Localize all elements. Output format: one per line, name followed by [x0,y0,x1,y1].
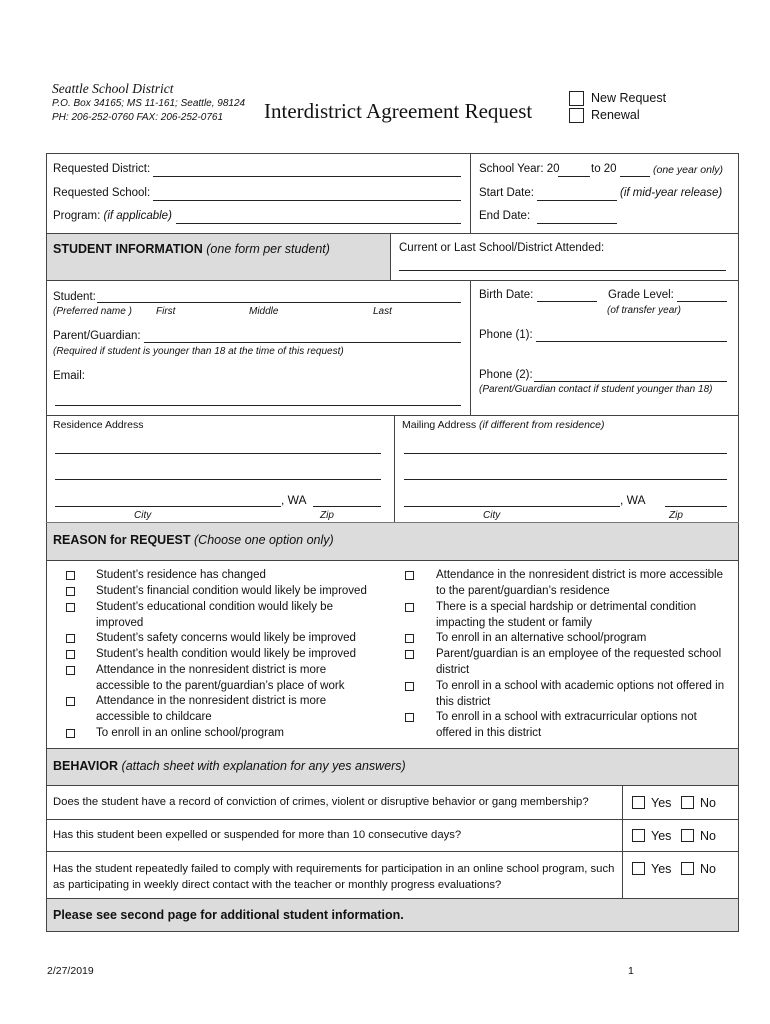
phone1-label: Phone (1): [479,329,533,341]
q2-yes-label: Yes [651,829,672,843]
birth-date-field[interactable] [537,301,597,302]
student-info-heading: STUDENT INFORMATION (one form per student) [53,242,330,256]
residence-line1-field[interactable] [55,453,381,454]
residence-wa-label: , WA [281,493,307,507]
requested-school-label: Requested School: [53,187,151,199]
current-school-label: Current or Last School/District Attended: [399,242,605,254]
reason-option: To enroll in an alternative school/program [436,632,647,644]
grade-level-field[interactable] [677,301,727,302]
phone1-field[interactable] [536,341,727,342]
reason-option: Parent/guardian is an employee of the requested school district [436,648,722,676]
phone2-note: (Parent/Guardian contact if student younger than 18) [479,384,713,395]
start-date-label: Start Date: [479,187,534,199]
reason-heading: REASON for REQUEST (Choose one option only) [53,533,334,547]
email-field[interactable] [55,405,461,406]
mailing-zip-label: Zip [669,510,683,521]
q3-yes-checkbox[interactable] [632,862,645,875]
grade-level-label: Grade Level: [608,289,674,301]
row-divider [46,415,739,416]
reason-option: Attendance in the nonresident district is more accessible to the parent/guardian’s place of work [96,664,345,692]
student-label: Student: [53,291,96,303]
requested-district-field[interactable] [153,176,461,177]
reason-option: There is a special hardship or detrimental condition impacting the student or family [436,601,697,629]
q3-no-label: No [700,862,716,876]
org-phone-fax: PH: 206-252-0760 FAX: 206-252-0761 [52,112,224,123]
row-divider [46,819,739,820]
reason-checkbox[interactable] [405,682,414,691]
parent-label: Parent/Guardian: [53,330,141,342]
q3-no-checkbox[interactable] [681,862,694,875]
reason-checkbox[interactable] [405,634,414,643]
row-divider [46,280,739,281]
reason-checkbox[interactable] [66,697,75,706]
reason-option: Student’s educational condition would likely be improved [96,601,333,629]
first-name-label: First [156,306,176,317]
reason-checkbox[interactable] [405,713,414,722]
reason-checkbox[interactable] [66,603,75,612]
reason-checkbox[interactable] [405,571,414,580]
behavior-heading: BEHAVIOR (attach sheet with explanation for any yes answers) [53,759,406,773]
q2-yes-checkbox[interactable] [632,829,645,842]
requested-district-label: Requested District: [53,163,151,175]
birth-date-label: Birth Date: [479,289,534,301]
mailing-line2-field[interactable] [404,479,727,480]
mailing-label: Mailing Address (if different from residence) [402,419,605,431]
row-divider [46,785,739,786]
current-school-field[interactable] [399,270,726,271]
mailing-line1-field[interactable] [404,453,727,454]
program-field[interactable] [176,223,461,224]
reason-checkbox[interactable] [66,587,75,596]
renewal-label: Renewal [591,108,640,122]
phone2-label: Phone (2): [479,369,533,381]
q2-no-checkbox[interactable] [681,829,694,842]
behavior-question-3: Has the student repeatedly failed to comply with requirements for participation in an online school program, such as participating in weekly direct contact with the teacher or monthly progress evaluations? [53,863,615,891]
residence-city-field[interactable] [55,506,281,507]
second-page-note: Please see second page for additional student information. [53,908,404,922]
form-bottom-border [46,931,739,932]
mailing-city-label: City [483,510,501,521]
behavior-question-2: Has this student been expelled or suspended for more than 10 consecutive days? [53,829,462,841]
mailing-city-field[interactable] [404,506,620,507]
reason-checkbox[interactable] [66,666,75,675]
student-info-header-bg [47,234,390,280]
form-date: 2/27/2019 [47,965,94,977]
requested-school-field[interactable] [153,200,461,201]
parent-field[interactable] [144,342,461,343]
residence-label: Residence Address [53,419,144,431]
reason-option: Student’s financial condition would likely be improved [96,585,367,597]
divider-address [394,415,395,522]
page-number: 1 [628,965,634,977]
row-divider [46,851,739,852]
divider-student-header [390,233,391,281]
reason-option: To enroll in an online school/program [96,727,284,739]
reason-option: Student’s health condition would likely be improved [96,648,356,660]
mailing-zip-field[interactable] [665,506,727,507]
residence-zip-field[interactable] [313,506,381,507]
end-date-field[interactable] [537,223,617,224]
school-year-note: (one year only) [653,164,724,176]
org-name: Seattle School District [52,81,174,96]
renewal-checkbox[interactable] [569,108,584,123]
preferred-name-label: (Preferred name ) [53,306,132,317]
q2-no-label: No [700,829,716,843]
reason-checkbox[interactable] [66,729,75,738]
form-title: Interdistrict Agreement Request [264,99,533,123]
start-date-note: (if mid-year release) [620,187,723,199]
last-name-label: Last [373,306,392,317]
reason-option: Student’s safety concerns would likely be improved [96,632,356,644]
divider-behavior [622,785,623,898]
residence-line2-field[interactable] [55,479,381,480]
behavior-question-1: Does the student have a record of conviction of crimes, violent or disruptive behavior or gang membership? [53,796,589,808]
email-label: Email: [53,370,85,382]
program-label: Program: (if applicable) [53,210,172,222]
new-request-label: New Request [591,91,667,105]
reason-option: Attendance in the nonresident district is more accessible to childcare [96,695,327,723]
reason-option: To enroll in a school with academic options not offered in this district [436,680,725,708]
new-request-checkbox[interactable] [569,91,584,106]
student-name-field[interactable] [97,302,461,303]
reason-checkbox[interactable] [66,650,75,659]
reason-checkbox[interactable] [66,634,75,643]
school-year-label: School Year: 20 [479,163,560,175]
q1-yes-checkbox[interactable] [632,796,645,809]
q1-no-label: No [700,796,716,810]
reason-option: Student’s residence has changed [96,569,266,581]
parent-note: (Required if student is younger than 18 at the time of this request) [53,346,344,357]
form-right-border [738,153,739,932]
reason-option: Attendance in the nonresident district is more accessible to the parent/guardian’s residence [436,569,724,597]
q1-yes-label: Yes [651,796,672,810]
residence-zip-label: Zip [320,510,334,521]
school-year-end-field[interactable] [620,176,650,177]
reason-checkbox[interactable] [405,603,414,612]
q3-yes-label: Yes [651,862,672,876]
middle-name-label: Middle [249,306,279,317]
reason-checkbox[interactable] [66,571,75,580]
divider-student [470,280,471,415]
reason-option: To enroll in a school with extracurricular options not offered in this district [436,711,697,739]
org-address: P.O. Box 34165; MS 11-161; Seattle, 98124 [52,98,246,109]
school-year-to-label: to 20 [591,163,617,175]
residence-city-label: City [134,510,152,521]
school-year-start-field[interactable] [558,176,590,177]
q1-no-checkbox[interactable] [681,796,694,809]
reason-checkbox[interactable] [405,650,414,659]
form-top-border [46,153,739,154]
transfer-year-note: (of transfer year) [607,305,681,316]
start-date-field[interactable] [537,200,617,201]
divider-district [470,153,471,233]
row-divider [46,560,739,561]
end-date-label: End Date: [479,210,531,222]
mailing-wa-label: , WA [620,493,646,507]
phone2-field[interactable] [534,381,727,382]
